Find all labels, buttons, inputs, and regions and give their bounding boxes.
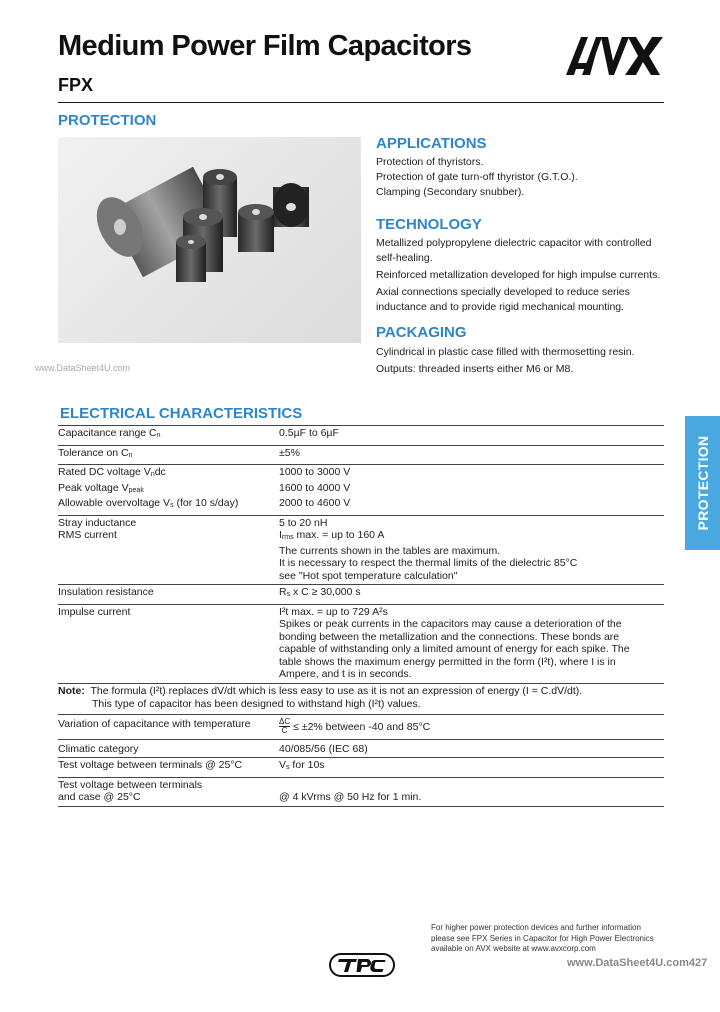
capacitance-value: 0.5µF to 6µF xyxy=(279,427,339,439)
impulse-line: Spikes or peak currents in the capacitors may cause a deterioration of the xyxy=(279,618,622,630)
packaging-list xyxy=(376,345,676,377)
fraction-top: ΔC xyxy=(279,716,291,726)
overvoltage-sub: s xyxy=(170,502,174,509)
insulation-label: Insulation resistance xyxy=(58,586,154,598)
footer-note xyxy=(431,923,681,955)
applications-line: Clamping (Secondary snubber). xyxy=(376,186,525,198)
footer-line: available on AVX website at www.avxcorp.com xyxy=(431,944,596,953)
technology-line: inductance and to provide rigid mechanical mounting. xyxy=(376,301,625,313)
packaging-heading: PACKAGING xyxy=(376,324,467,341)
avx-logo xyxy=(566,35,666,77)
watermark-text: www.DataSheet4U.com xyxy=(567,957,689,969)
table-row xyxy=(58,464,664,515)
insulation-value: x C ≥ 30,000 s xyxy=(290,586,361,598)
tpc-logo xyxy=(329,953,395,977)
test-case-label: Test voltage between terminals xyxy=(58,778,203,791)
test-terminals-prefix: V xyxy=(279,759,287,771)
section-heading-protection: PROTECTION xyxy=(58,112,157,129)
applications-line: Protection of thyristors. xyxy=(376,156,484,168)
rms-value: max. = up to 160 A xyxy=(293,529,385,541)
electrical-table xyxy=(58,425,664,807)
technology-heading: TECHNOLOGY xyxy=(376,216,482,233)
overvoltage-suffix: (for 10 s/day) xyxy=(173,497,239,509)
rms-sub: rms xyxy=(281,534,294,541)
footer-line: For higher power protection devices and further information xyxy=(431,923,641,932)
side-tab-label: PROTECTION xyxy=(694,435,711,531)
table-row xyxy=(58,604,664,683)
technology-line: Axial connections specially developed to reduce series xyxy=(376,286,630,298)
fraction-bottom: C xyxy=(281,725,288,735)
rms-prefix: I xyxy=(279,529,282,541)
variation-fraction xyxy=(279,718,290,735)
stray-value: 5 to 20 nH xyxy=(279,516,328,529)
tolerance-label: Tolerance on C xyxy=(58,446,129,459)
test-case-label: and case @ 25°C xyxy=(58,791,141,803)
capacitance-sub: n xyxy=(156,432,161,439)
table-row xyxy=(58,714,664,739)
rated-value: 1000 to 3000 V xyxy=(279,466,351,478)
applications-list xyxy=(376,155,676,200)
table-row xyxy=(58,777,664,807)
side-tab-protection xyxy=(685,416,720,550)
rms-line: see "Hot spot temperature calculation" xyxy=(279,569,458,582)
peak-label: Peak voltage V xyxy=(58,481,129,494)
page-title: Medium Power Film Capacitors xyxy=(58,30,472,62)
impulse-value: I²t max. = up to 729 A²s xyxy=(279,605,388,618)
note-line: This type of capacitor has been designed to withstand high (I²t) values. xyxy=(92,697,421,710)
note-label: Note: xyxy=(58,684,85,697)
footer-line: please see FPX Series in Capacitor for High Power Electronics xyxy=(431,933,654,943)
rms-line: It is necessary to respect the thermal limits of the dielectric 85°C xyxy=(279,557,578,569)
capacitance-label: Capacitance range C xyxy=(58,427,157,439)
impulse-line: bonding between the metallization and the connections. These bonds are xyxy=(279,630,620,643)
table-row xyxy=(58,445,664,465)
note-row xyxy=(58,683,664,714)
technology-line: Reinforced metallization developed for high impulse currents. xyxy=(376,269,661,281)
rated-suffix: dc xyxy=(154,466,166,478)
technology-list xyxy=(376,236,676,315)
test-terminals-sub: s xyxy=(286,764,290,771)
page-subtitle: FPX xyxy=(58,75,94,95)
table-row xyxy=(58,515,664,585)
page-number: 427 xyxy=(688,957,708,969)
impulse-line: table shows the maximum energy permitted in the form (I²t), where I is in xyxy=(279,655,616,668)
insulation-prefix: R xyxy=(279,586,287,598)
rms-line: The currents shown in the tables are maximum. xyxy=(279,544,501,557)
watermark: www.DataSheet4U.com xyxy=(35,363,131,373)
technology-line: self-healing. xyxy=(376,252,433,264)
variation-label: Variation of capacitance with temperature xyxy=(58,717,251,730)
header-divider xyxy=(58,102,664,103)
technology-line: Metallized polypropylene dielectric capacitor with controlled xyxy=(376,237,652,249)
impulse-line: capable of withstanding only a limited amount of energy for each spike. The xyxy=(279,643,630,655)
overvoltage-value: 2000 to 4600 V xyxy=(279,497,351,509)
rms-label: RMS current xyxy=(58,529,117,541)
peak-sub: peak xyxy=(128,486,144,494)
tolerance-sub: n xyxy=(128,451,133,459)
watermark-footer xyxy=(567,957,707,969)
climatic-value: 40/085/56 (IEC 68) xyxy=(279,742,368,755)
stray-label: Stray inductance xyxy=(58,516,137,529)
overvoltage-label: Allowable overvoltage V xyxy=(58,497,171,509)
packaging-line: Outputs: threaded inserts either M6 or M8. xyxy=(376,363,574,375)
test-case-value: @ 4 kVrms @ 50 Hz for 1 min. xyxy=(279,791,422,803)
note-line: The formula (I²t) replaces dV/dt which is less easy to use as it is not an expression of energy (I = C.dV/dt). xyxy=(90,684,583,697)
test-terminals-value: for 10s xyxy=(289,759,325,771)
test-terminals-label: Test voltage between terminals @ 25°C xyxy=(58,759,243,771)
rated-sub: n xyxy=(150,471,155,478)
peak-value: 1600 to 4000 V xyxy=(279,481,351,494)
table-row xyxy=(58,584,664,604)
impulse-line: Ampere, and t is in seconds. xyxy=(279,668,412,680)
table-row xyxy=(58,425,664,445)
insulation-sub: s xyxy=(286,591,291,598)
electrical-heading: ELECTRICAL CHARACTERISTICS xyxy=(60,405,303,422)
applications-line: Protection of gate turn-off thyristor (G.T.O.). xyxy=(376,171,578,183)
table-row xyxy=(58,739,664,758)
capacitor-photo-icon xyxy=(58,137,361,343)
impulse-label: Impulse current xyxy=(58,605,131,618)
packaging-line: Cylindrical in plastic case filled with thermosetting resin. xyxy=(376,346,635,358)
variation-value: ≤ ±2% between -40 and 85°C xyxy=(293,720,431,733)
tolerance-value: ±5% xyxy=(279,446,300,459)
climatic-label: Climatic category xyxy=(58,742,139,755)
applications-heading: APPLICATIONS xyxy=(376,135,487,152)
capacitor-photo xyxy=(58,137,361,343)
table-row xyxy=(58,757,664,777)
rated-label: Rated DC voltage V xyxy=(58,466,151,478)
